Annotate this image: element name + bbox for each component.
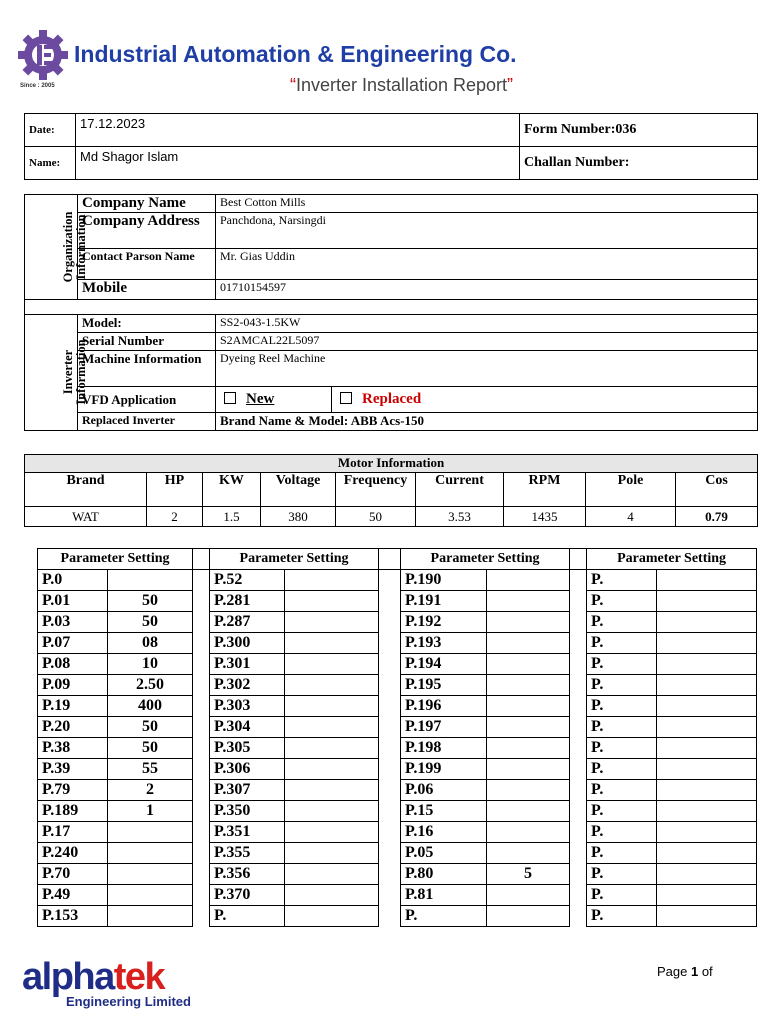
parameter-value[interactable]: 1 (108, 801, 193, 822)
column-separator (193, 801, 210, 822)
parameter-value[interactable] (487, 780, 570, 801)
parameter-value[interactable] (285, 717, 379, 738)
column-separator (379, 759, 401, 780)
parameter-row (38, 801, 757, 822)
column-separator (379, 738, 401, 759)
parameter-code: P.287 (210, 612, 285, 633)
parameter-code: P. (587, 612, 657, 633)
motor-header-cos: Cos (676, 473, 758, 507)
parameter-value[interactable] (487, 738, 570, 759)
parameter-value[interactable] (108, 843, 193, 864)
parameter-code: P.0 (38, 570, 108, 591)
quote-open: “ (289, 75, 296, 95)
replaced-inverter-value: Brand Name & Model: ABB Acs-150 (216, 413, 758, 431)
column-separator (379, 822, 401, 843)
parameter-code: P.16 (401, 822, 487, 843)
parameter-value[interactable] (108, 864, 193, 885)
parameter-value[interactable] (285, 801, 379, 822)
parameter-row (38, 885, 757, 906)
motor-cos-value: 0.79 (676, 507, 758, 527)
column-separator (379, 717, 401, 738)
replaced-checkbox[interactable] (340, 392, 352, 404)
since-label: Since : 2005 (20, 83, 55, 89)
vfd-new-option[interactable] (216, 387, 332, 413)
column-separator (570, 570, 587, 591)
parameter-value[interactable] (657, 759, 757, 780)
parameter-code: P.306 (210, 759, 285, 780)
parameter-value[interactable] (487, 906, 570, 927)
column-separator (570, 843, 587, 864)
motor-frequency-value: 50 (336, 507, 416, 527)
motor-header-current: Current (416, 473, 504, 507)
column-separator (193, 780, 210, 801)
parameter-code: P. (587, 591, 657, 612)
parameter-value[interactable] (487, 717, 570, 738)
column-separator (570, 801, 587, 822)
parameter-value[interactable] (285, 759, 379, 780)
parameter-value[interactable] (285, 843, 379, 864)
mobile-value: 01710154597 (216, 280, 758, 300)
column-separator (570, 612, 587, 633)
mobile-label: Mobile (78, 280, 216, 300)
parameter-value[interactable] (657, 780, 757, 801)
date-label: Date: (25, 114, 76, 147)
parameter-code: P.191 (401, 591, 487, 612)
parameter-value[interactable] (657, 801, 757, 822)
parameter-code: P. (587, 885, 657, 906)
parameter-code: P.370 (210, 885, 285, 906)
column-separator (570, 696, 587, 717)
parameter-code: P.192 (401, 612, 487, 633)
column-separator (193, 738, 210, 759)
parameter-row (38, 717, 757, 738)
parameter-value[interactable] (285, 591, 379, 612)
parameter-code: P.15 (401, 801, 487, 822)
column-separator (193, 591, 210, 612)
column-separator (570, 822, 587, 843)
parameter-value[interactable] (285, 570, 379, 591)
parameter-value[interactable] (487, 633, 570, 654)
parameter-value[interactable] (657, 864, 757, 885)
serial-number-value: S2AMCAL22L5097 (216, 333, 758, 351)
company-gear-logo (17, 29, 69, 81)
parameter-code: P.189 (38, 801, 108, 822)
quote-close: ” (507, 75, 514, 95)
parameter-code: P. (587, 696, 657, 717)
parameter-code: P. (587, 864, 657, 885)
parameter-code: P.39 (38, 759, 108, 780)
parameter-code: P.08 (38, 654, 108, 675)
parameter-code: P.06 (401, 780, 487, 801)
parameter-value[interactable] (285, 738, 379, 759)
parameter-value[interactable] (285, 780, 379, 801)
column-separator (193, 822, 210, 843)
parameter-value[interactable] (108, 885, 193, 906)
parameter-code: P.81 (401, 885, 487, 906)
parameter-value[interactable] (657, 675, 757, 696)
parameter-value[interactable] (487, 759, 570, 780)
column-separator (570, 738, 587, 759)
column-separator (193, 885, 210, 906)
parameter-value[interactable]: 5 (487, 864, 570, 885)
parameter-value[interactable] (657, 717, 757, 738)
company-name-label: Company Name (78, 195, 216, 213)
parameter-value[interactable] (487, 696, 570, 717)
parameter-value[interactable] (285, 612, 379, 633)
machine-information-value: Dyeing Reel Machine (216, 351, 758, 387)
column-separator (570, 885, 587, 906)
parameter-code: P. (587, 717, 657, 738)
form-number: Form Number:036 (520, 114, 758, 147)
column-separator (379, 675, 401, 696)
motor-information-table (24, 454, 758, 527)
column-separator (379, 801, 401, 822)
parameter-code: P.198 (401, 738, 487, 759)
parameter-code: P.03 (38, 612, 108, 633)
parameter-row (38, 633, 757, 654)
parameter-row (38, 780, 757, 801)
parameter-code: P. (587, 570, 657, 591)
column-separator (570, 759, 587, 780)
parameter-code: P.300 (210, 633, 285, 654)
column-separator (570, 906, 587, 927)
parameter-value[interactable] (108, 822, 193, 843)
parameter-code: P.52 (210, 570, 285, 591)
parameter-code: P. (587, 801, 657, 822)
new-label: New (246, 391, 275, 407)
contact-person-label: Contact Parson Name (78, 249, 216, 280)
column-separator (193, 717, 210, 738)
motor-header-frequency: Frequency (336, 473, 416, 507)
parameter-value[interactable]: 08 (108, 633, 193, 654)
parameter-value[interactable] (285, 885, 379, 906)
parameter-value[interactable] (487, 654, 570, 675)
column-separator (570, 780, 587, 801)
report-title-text: Inverter Installation Report (295, 75, 508, 95)
column-separator (379, 696, 401, 717)
parameter-value[interactable] (285, 864, 379, 885)
column-separator (193, 864, 210, 885)
parameter-value[interactable] (108, 570, 193, 591)
parameter-code: P.17 (38, 822, 108, 843)
parameter-value[interactable] (285, 696, 379, 717)
parameter-code: P.49 (38, 885, 108, 906)
parameter-value[interactable] (657, 885, 757, 906)
parameter-row (38, 759, 757, 780)
parameter-value[interactable] (657, 906, 757, 927)
parameter-header-2: Parameter Setting (210, 549, 379, 570)
section-gap-row (25, 300, 758, 315)
report-title (0, 75, 768, 96)
parameter-code: P.303 (210, 696, 285, 717)
parameter-row (38, 864, 757, 885)
parameter-code: P.190 (401, 570, 487, 591)
parameter-code: P.79 (38, 780, 108, 801)
organization-inverter-table (24, 194, 758, 431)
alphatek-subtitle: Engineering Limited (66, 994, 191, 1009)
parameter-code: P. (587, 633, 657, 654)
motor-kw-value: 1.5 (203, 507, 261, 527)
motor-header-brand: Brand (25, 473, 147, 507)
column-separator (193, 675, 210, 696)
motor-hp-value: 2 (147, 507, 203, 527)
replaced-inverter-label: Replaced Inverter (78, 413, 216, 431)
parameter-code: P. (210, 906, 285, 927)
parameter-header-4: Parameter Setting (587, 549, 757, 570)
parameter-code: P.195 (401, 675, 487, 696)
column-separator (193, 843, 210, 864)
column-separator (570, 591, 587, 612)
parameter-value[interactable]: 10 (108, 654, 193, 675)
organization-section-label: Organization Information (25, 195, 78, 300)
parameter-row (38, 612, 757, 633)
column-separator (193, 696, 210, 717)
motor-rpm-value: 1435 (504, 507, 586, 527)
parameter-value[interactable]: 50 (108, 612, 193, 633)
column-separator (193, 570, 210, 591)
company-name: Industrial Automation & Engineering Co. (74, 41, 517, 67)
parameter-value[interactable] (487, 570, 570, 591)
parameter-value[interactable]: 55 (108, 759, 193, 780)
parameter-value[interactable] (487, 591, 570, 612)
parameter-code: P.199 (401, 759, 487, 780)
parameter-value[interactable]: 50 (108, 591, 193, 612)
parameter-value[interactable] (487, 843, 570, 864)
parameter-code: P.80 (401, 864, 487, 885)
parameter-code: P. (587, 843, 657, 864)
parameter-code: P.07 (38, 633, 108, 654)
replaced-label: Replaced (362, 391, 422, 407)
motor-header-hp: HP (147, 473, 203, 507)
parameter-value[interactable]: 50 (108, 717, 193, 738)
parameter-value[interactable] (487, 801, 570, 822)
parameter-code: P. (587, 759, 657, 780)
parameter-value[interactable] (657, 612, 757, 633)
column-separator (193, 654, 210, 675)
motor-voltage-value: 380 (261, 507, 336, 527)
column-separator (570, 675, 587, 696)
column-separator (379, 549, 401, 570)
model-label: Model: (78, 315, 216, 333)
column-separator (379, 885, 401, 906)
motor-header-rpm: RPM (504, 473, 586, 507)
parameter-code: P.196 (401, 696, 487, 717)
inverter-section-label: Inverter Information (25, 315, 78, 431)
company-name-value: Best Cotton Mills (216, 195, 758, 213)
parameter-code: P. (401, 906, 487, 927)
parameter-body (38, 549, 757, 927)
parameter-code: P.281 (210, 591, 285, 612)
column-separator (379, 843, 401, 864)
parameter-value[interactable] (487, 885, 570, 906)
parameter-value[interactable]: 2 (108, 780, 193, 801)
parameter-code: P.351 (210, 822, 285, 843)
parameter-value[interactable] (657, 654, 757, 675)
column-separator (570, 654, 587, 675)
parameter-value[interactable] (285, 633, 379, 654)
parameter-code: P.355 (210, 843, 285, 864)
company-address-label: Company Address (78, 213, 216, 249)
parameter-row (38, 591, 757, 612)
parameter-code: P.153 (38, 906, 108, 927)
motor-brand-value: WAT (25, 507, 147, 527)
parameter-row (38, 675, 757, 696)
parameter-code: P.197 (401, 717, 487, 738)
column-separator (379, 864, 401, 885)
parameter-value[interactable] (657, 843, 757, 864)
parameter-value[interactable] (657, 822, 757, 843)
parameter-value[interactable] (285, 822, 379, 843)
column-separator (570, 549, 587, 570)
parameter-code: P. (587, 822, 657, 843)
parameter-setting-table (37, 548, 757, 927)
parameter-code: P.193 (401, 633, 487, 654)
alphatek-logo (22, 958, 191, 1009)
parameter-value[interactable]: 50 (108, 738, 193, 759)
model-value: SS2-043-1.5KW (216, 315, 758, 333)
page-number: Page 1 of (657, 964, 713, 979)
parameter-code: P.05 (401, 843, 487, 864)
column-separator (379, 780, 401, 801)
parameter-row (38, 822, 757, 843)
parameter-value[interactable] (657, 591, 757, 612)
column-separator (570, 717, 587, 738)
parameter-row (38, 906, 757, 927)
vfd-replaced-option[interactable] (332, 387, 758, 413)
column-separator (193, 612, 210, 633)
parameter-header-1: Parameter Setting (38, 549, 193, 570)
motor-pole-value: 4 (586, 507, 676, 527)
parameter-value[interactable] (487, 675, 570, 696)
info-table (24, 113, 758, 180)
column-separator (193, 549, 210, 570)
contact-person-value: Mr. Gias Uddin (216, 249, 758, 280)
parameter-value[interactable] (657, 570, 757, 591)
name-label: Name: (25, 147, 76, 180)
parameter-code: P.304 (210, 717, 285, 738)
parameter-code: P.70 (38, 864, 108, 885)
parameter-code: P. (587, 738, 657, 759)
motor-header-pole: Pole (586, 473, 676, 507)
parameter-code: P. (587, 654, 657, 675)
column-separator (379, 570, 401, 591)
column-separator (379, 906, 401, 927)
parameter-code: P.01 (38, 591, 108, 612)
parameter-code: P.356 (210, 864, 285, 885)
parameter-code: P.20 (38, 717, 108, 738)
motor-current-value: 3.53 (416, 507, 504, 527)
column-separator (193, 906, 210, 927)
parameter-value[interactable] (657, 633, 757, 654)
column-separator (193, 759, 210, 780)
serial-number-label: Serial Number (78, 333, 216, 351)
machine-information-label: Machine Information (78, 351, 216, 387)
parameter-row (38, 738, 757, 759)
parameter-code: P.38 (38, 738, 108, 759)
parameter-code: P.302 (210, 675, 285, 696)
parameter-value[interactable] (657, 738, 757, 759)
parameter-value[interactable]: 2.50 (108, 675, 193, 696)
parameter-value[interactable] (285, 675, 379, 696)
column-separator (570, 864, 587, 885)
motor-information-title: Motor Information (25, 455, 758, 473)
parameter-code: P.301 (210, 654, 285, 675)
parameter-code: P.350 (210, 801, 285, 822)
parameter-code: P.240 (38, 843, 108, 864)
parameter-row (38, 570, 757, 591)
parameter-value[interactable]: 400 (108, 696, 193, 717)
alphatek-wordmark: alphatek (22, 956, 165, 998)
challan-number: Challan Number: (520, 147, 758, 180)
column-separator (379, 633, 401, 654)
parameter-row (38, 843, 757, 864)
parameter-code: P. (587, 780, 657, 801)
parameter-code: P. (587, 675, 657, 696)
parameter-value[interactable] (108, 906, 193, 927)
parameter-value[interactable] (285, 654, 379, 675)
column-separator (379, 654, 401, 675)
parameter-code: P.194 (401, 654, 487, 675)
parameter-code: P.305 (210, 738, 285, 759)
date-value: 17.12.2023 (76, 114, 520, 147)
parameter-code: P.307 (210, 780, 285, 801)
parameter-header-3: Parameter Setting (401, 549, 570, 570)
vfd-application-label: VFD Application (78, 387, 216, 413)
parameter-row (38, 654, 757, 675)
column-separator (570, 633, 587, 654)
new-checkbox[interactable] (224, 392, 236, 404)
parameter-value[interactable] (487, 612, 570, 633)
column-separator (193, 633, 210, 654)
company-address-value: Panchdona, Narsingdi (216, 213, 758, 249)
parameter-value[interactable] (285, 906, 379, 927)
parameter-code: P.19 (38, 696, 108, 717)
parameter-value[interactable] (487, 822, 570, 843)
parameter-code: P.09 (38, 675, 108, 696)
motor-header-voltage: Voltage (261, 473, 336, 507)
parameter-code: P. (587, 906, 657, 927)
name-value: Md Shagor Islam (76, 147, 520, 180)
column-separator (379, 612, 401, 633)
column-separator (379, 591, 401, 612)
parameter-value[interactable] (657, 696, 757, 717)
parameter-row (38, 696, 757, 717)
motor-header-kw: KW (203, 473, 261, 507)
